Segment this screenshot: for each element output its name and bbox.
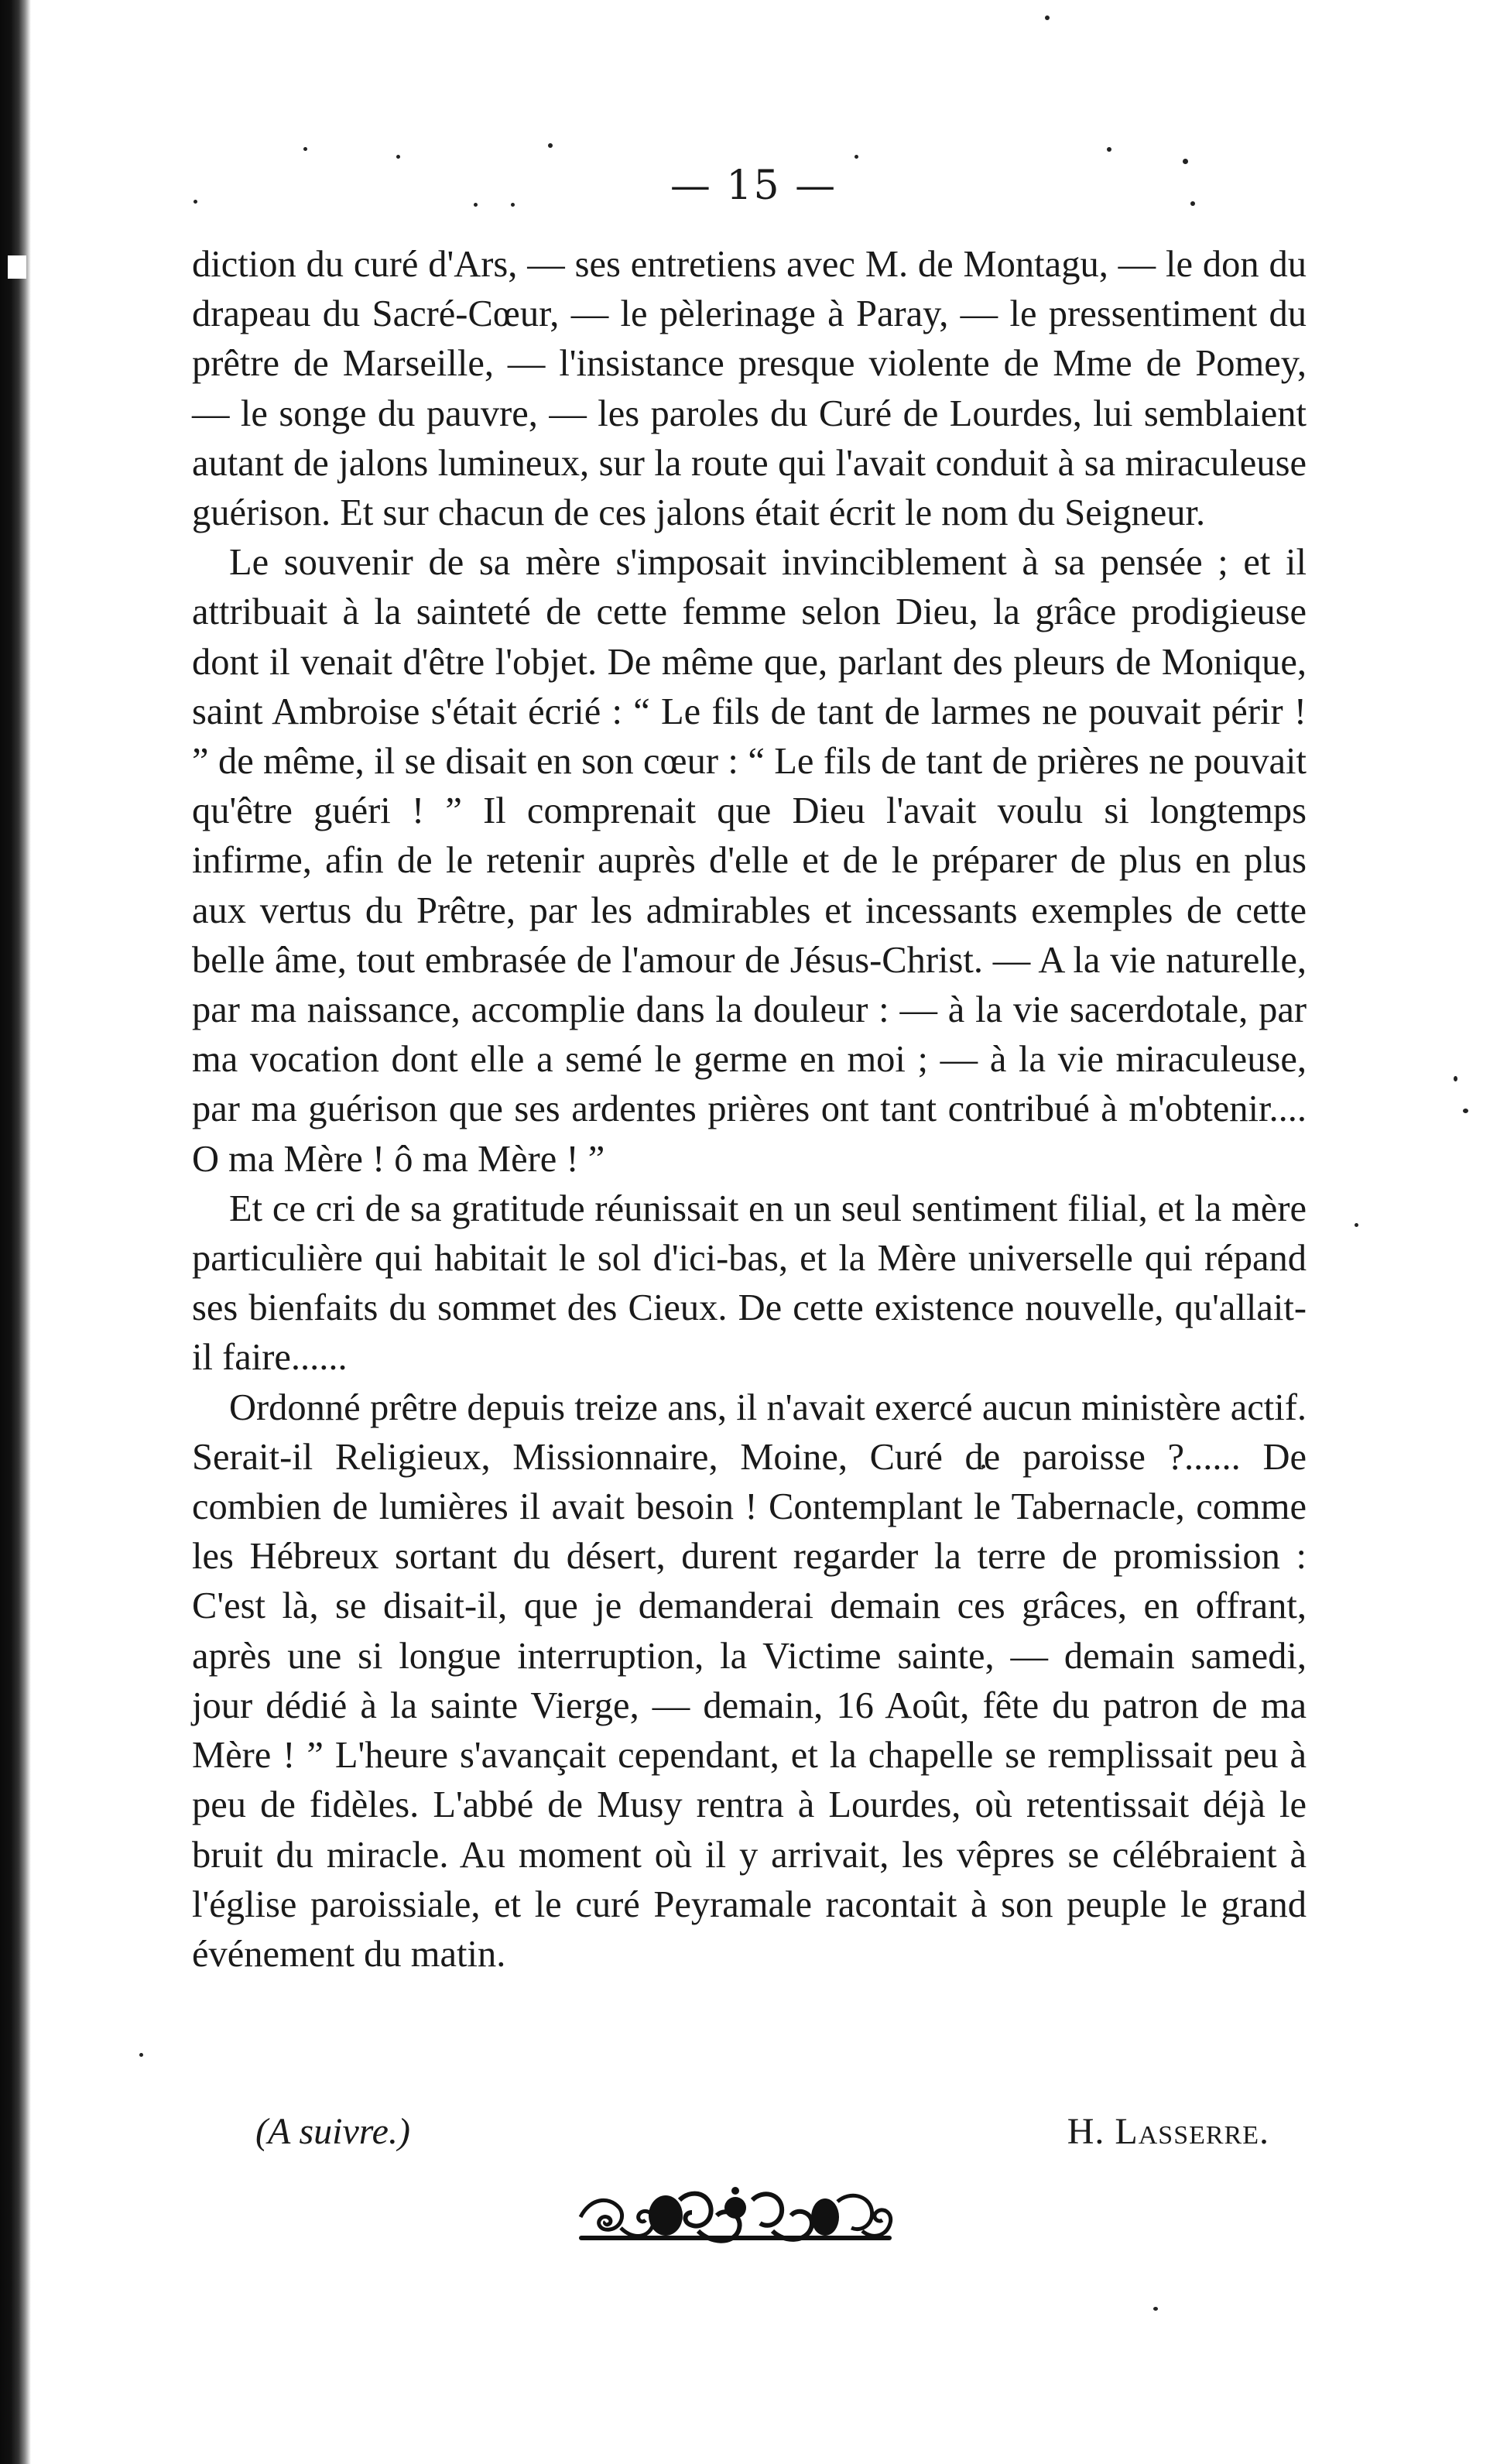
scan-speck [303, 147, 307, 151]
scan-speck [855, 155, 858, 159]
scan-speck [1454, 1076, 1457, 1081]
scan-speck [396, 155, 400, 159]
paragraph: Et ce cri de sa gratitude réunissait en un seul sentiment filial, et la mère particulière qui habitait le sol d'ici-bas, et la Mère universelle qui répand ses bienfaits du sommet des Cieux. De cette existence nouvelle, qu'allait-il faire...... [192, 1187, 1307, 1379]
paragraph: Ordonné prêtre depuis treize ans, il n'avait exercé aucun ministère actif. Serait-il Religieux, Missionnaire, Moine, Curé de paroisse ?...... De combien de lumières il avait besoin ! Contemplant le Tabernacle, comme les Hébreux sortant du désert, durent regarder la terre de promission : C'est là, se disait-il, que je demanderai demain ces grâces, en offrant, après une si longue interruption, la Victime sainte, — demain samedi, jour dédié à la sainte Vierge, — demain, 16 Août, fête du patron de ma Mère ! ” L'heure s'avançait cependant, et la chapelle se remplissait peu à peu de fidèles. L'abbé de Musy rentra à Lourdes, où retentissait déjà le bruit du miracle. Au moment où il y arrivait, les vêpres se célébraient à l'église paroissiale, et le curé Peyramale racontait à son peuple le grand événement du matin. [192, 1386, 1307, 1975]
to-be-continued-note: (A suivre.) [255, 2111, 410, 2152]
author-signature: H. Lasserre. [1067, 2111, 1269, 2152]
scan-speck [1355, 1223, 1358, 1227]
scan-speck [1107, 147, 1111, 152]
scan-speck [548, 143, 553, 148]
paragraph: Le souvenir de sa mère s'imposait invinciblement à sa pensée ; et il attribuait à la sainteté de cette femme selon Dieu, la grâce prodigieuse dont il venait d'être l'objet. De même que, parlant des pleurs de Monique, saint Ambroise s'était écrié : “ Le fils de tant de larmes ne pouvait périr ! ” de même, il se disait en son cœur : “ Le fils de tant de prières ne pouvait qu'être guéri ! ” Il comprenait que Dieu l'avait voulu si longtemps infirme, afin de le retenir auprès d'elle et de le préparer de plus en plus aux vertus du Prêtre, par les admirables et incessants exemples de cette belle âme, tout embrasée de l'amour de Jésus-Christ. — A la vie naturelle, par ma naissance, accomplie dans la douleur : — à la vie sacerdotale, par ma vocation dont elle a semé le germe en moi ; — à la vie miraculeuse, par ma guérison que ses ardentes prières ont tant contribué à m'obtenir.... O ma Mère ! ô ma Mère ! ” [192, 542, 1307, 1180]
page-body [192, 240, 1307, 1979]
tailpiece-ornament [574, 2185, 896, 2250]
scan-speck [1153, 2307, 1158, 2311]
scan-speck [139, 2053, 143, 2057]
page-number: — 15 — [670, 163, 837, 209]
scan-edge-shadow [0, 0, 31, 2464]
scan-speck [1463, 1109, 1468, 1113]
paragraph: diction du curé d'Ars, — ses entretiens avec M. de Montagu, — le don du drapeau du Sacré-Cœur, — le pèlerinage à Paray, — le pressentiment du prêtre de Marseille, — l'insistance presque violente de Mme de Pomey, — le songe du pauvre, — les paroles du Curé de Lourdes, lui semblaient autant de jalons lumineux, sur la route qui l'avait conduit à sa miraculeuse guérison. Et sur chacun de ces jalons était écrit le nom du Seigneur. [192, 244, 1307, 534]
scan-speck [1045, 15, 1050, 20]
